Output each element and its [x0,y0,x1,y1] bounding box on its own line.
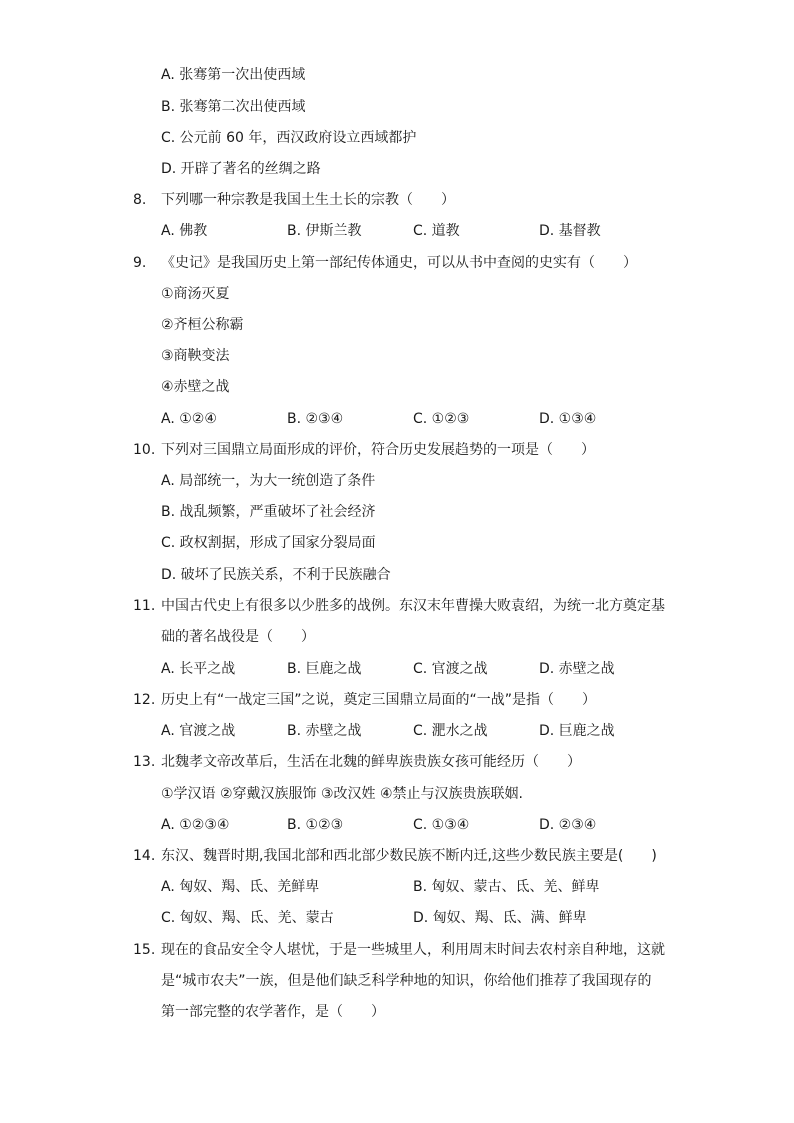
q11-option-c: C. 官渡之战 [413,661,488,677]
q7-option-d: D. 开辟了著名的丝绸之路 [161,161,321,177]
q9-item-3: ③商鞅变法 [161,348,230,364]
q14-option-b: B. 匈奴、蒙古、氐、羌、鲜卑 [413,879,600,895]
q9-option-a: A. ①②④ [161,411,217,427]
q13-items: ①学汉语 ②穿戴汉族服饰 ③改汉姓 ④禁止与汉族贵族联姻. [161,786,524,802]
q15-stem-line-3: 第一部完整的农学著作，是（ ） [161,1004,385,1020]
q13-option-c: C. ①③④ [413,817,470,833]
q15-stem-line-1: 现在的食品安全令人堪忧，于是一些城里人，利用周末时间去农村亲自种地，这就 [161,942,665,958]
q12-option-a: A. 官渡之战 [161,723,236,739]
q9-number: 9. [133,255,147,271]
q11-option-b: B. 巨鹿之战 [287,661,362,677]
q8-stem: 下列哪一种宗教是我国土生土长的宗教（ ） [161,192,455,208]
q14-option-a: A. 匈奴、羯、氐、羌鲜卑 [161,879,320,895]
q13-option-d: D. ②③④ [539,817,597,833]
q10-option-b: B. 战乱频繁，严重破坏了社会经济 [161,504,376,520]
q7-option-c: C. 公元前 60 年，西汉政府设立西域都护 [161,130,417,146]
q10-option-a: A. 局部统一，为大一统创造了条件 [161,473,376,489]
q12-stem: 历史上有“一战定三国”之说，奠定三国鼎立局面的“一战”是指（ ） [161,692,597,708]
q12-option-d: D. 巨鹿之战 [539,723,615,739]
q8-option-d: D. 基督教 [539,223,601,239]
q11-option-d: D. 赤壁之战 [539,661,615,677]
q14-number: 14. [133,848,156,864]
q8-option-c: C. 道教 [413,223,460,239]
q10-number: 10. [133,442,156,458]
q13-stem: 北魏孝文帝改革后，生活在北魏的鲜卑族贵族女孩可能经历（ ） [161,754,581,770]
q8-option-a: A. 佛教 [161,223,208,239]
q14-option-d: D. 匈奴、羯、氐、满、鲜卑 [413,910,587,926]
q12-option-b: B. 赤壁之战 [287,723,362,739]
q15-stem-line-2: 是“城市农夫”一族，但是他们缺乏科学种地的知识，你给他们推荐了我国现存的 [161,973,652,989]
q9-item-2: ②齐桓公称霸 [161,317,244,333]
q7-option-b: B. 张骞第二次出使西域 [161,99,306,115]
q9-item-1: ①商汤灭夏 [161,286,230,302]
q14-option-c: C. 匈奴、羯、氐、羌、蒙古 [161,910,334,926]
q9-item-4: ④赤壁之战 [161,379,230,395]
q9-stem: 《史记》是我国历史上第一部纪传体通史，可以从书中查阅的史实有（ ） [161,255,637,271]
q8-number: 8. [133,192,147,208]
q11-number: 11. [133,598,156,614]
q10-option-c: C. 政权割据，形成了国家分裂局面 [161,535,376,551]
q11-option-a: A. 长平之战 [161,661,236,677]
q11-stem-line-1: 中国古代史上有很多以少胜多的战例。东汉末年曹操大败袁绍，为统一北方奠定基 [161,598,665,614]
q9-option-b: B. ②③④ [287,411,344,427]
q9-option-c: C. ①②③ [413,411,470,427]
q12-option-c: C. 淝水之战 [413,723,488,739]
q12-number: 12. [133,692,156,708]
q10-stem: 下列对三国鼎立局面形成的评价，符合历史发展趋势的一项是（ ） [161,442,595,458]
q8-option-b: B. 伊斯兰教 [287,223,362,239]
q9-option-d: D. ①③④ [539,411,597,427]
q11-stem-line-2: 础的著名战役是（ ） [161,629,315,645]
q14-stem: 东汉、魏晋时期,我国北部和西北部少数民族不断内迁,这些少数民族主要是( ) [161,848,657,864]
q7-option-a: A. 张骞第一次出使西域 [161,67,306,83]
q13-option-b: B. ①②③ [287,817,344,833]
q13-option-a: A. ①②③④ [161,817,230,833]
q15-number: 15. [133,942,156,958]
q10-option-d: D. 破坏了民族关系，不利于民族融合 [161,567,391,583]
q13-number: 13. [133,754,156,770]
